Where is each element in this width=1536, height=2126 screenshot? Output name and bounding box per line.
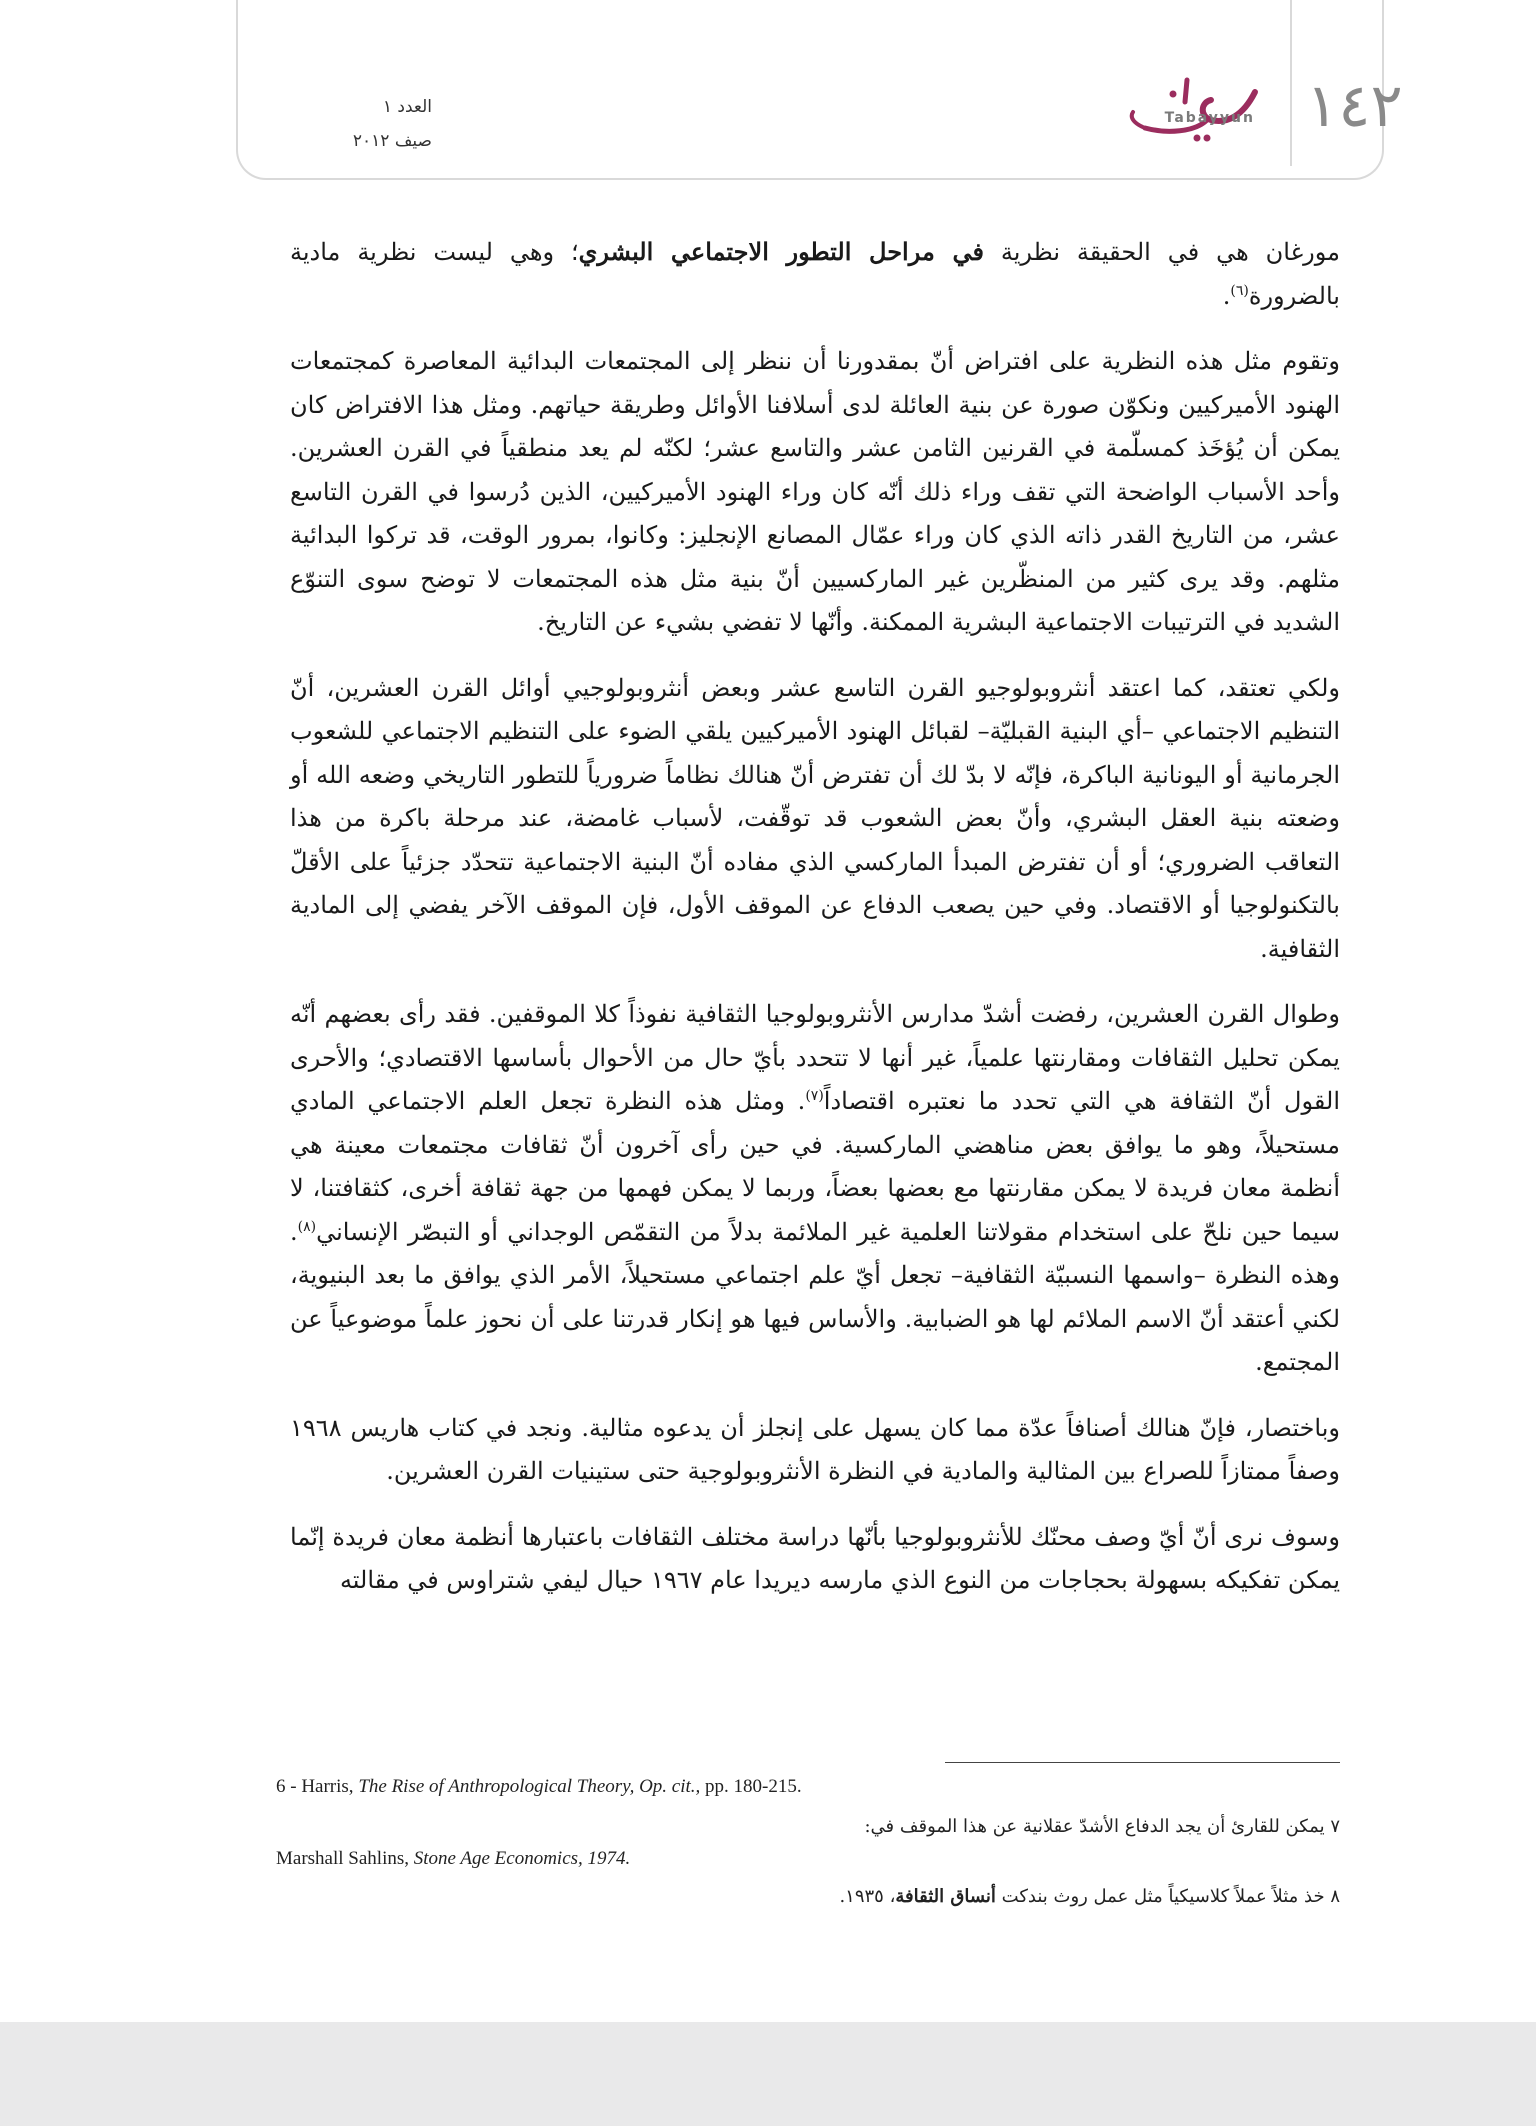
footnote-rule	[945, 1762, 1340, 1763]
page-bottom-band	[0, 2022, 1536, 2126]
footnote-ref-8[interactable]: (٨)	[297, 1218, 317, 1235]
issue-season: صيف ٢٠١٢	[352, 131, 432, 151]
footnote-ref-6[interactable]: (٦)	[1230, 282, 1249, 299]
footnote-8-title: أنساق الثقافة	[895, 1886, 996, 1907]
paragraph-1: وتقوم مثل هذه النظرية على افتراض أنّ بمقدورنا أن ننظر إلى المجتمعات البدائية المعاصرة كمجتمعات الهنود الأميركيين ونكوّن صورة عن بنية العائلة لدى أسلافنا الأوائل وطريقة حياتهم. ومثل هذا الافتراض كان يمكن أن يُؤخَذ كمسلّمة في القرنين الثامن عشر والتاسع عشر؛ لكنّه لم يعد منطقياً في القرن العشرين. وأحد الأسباب الواضحة التي تقف وراء ذلك أنّه كان وراء الهنود الأميركيين، الذين دُرسوا في القرن التاسع عشر، من التاريخ القدر ذاته الذي كان وراء عمّال المصانع الإنجليز: وكانوا، بمرور الوقت، قد تركوا البدائية مثلهم. وقد يرى كثير من المنظّرين غير الماركسيين أنّ بنية مثل هذه المجتمعات لا توضح سوى التنوّع الشديد في الترتيبات الاجتماعية البشرية الممكنة. وأنّها لا تفضي بشيء عن التاريخ.	[290, 347, 1340, 636]
footnote-7-citation: Marshall Sahlins, Stone Age Economics, 1974.	[276, 1848, 631, 1869]
paragraph-5: وسوف نرى أنّ أيّ وصف محنّك للأنثروبولوجيا بأنّها دراسة مختلف الثقافات باعتبارها أنظمة معان فريدة إنّما يمكن تفكيكه بسهولة بحجاجات من النوع الذي مارسه ديريدا عام ١٩٦٧ حيال ليفي شتراوس في مقالته	[290, 1522, 1340, 1594]
issue-label: العدد ١	[382, 97, 432, 117]
paragraph-4: وباختصار، فإنّ هنالك أصنافاً عدّة مما كان يسهل على إنجلز أن يدعوه مثالية. ونجد في كتاب هاريس ١٩٦٨ وصفاً ممتازاً للصراع بين المثالية والمادية في النظرة الأنثروبولوجية حتى ستينيات القرن العشرين.	[290, 1413, 1341, 1485]
issue-info	[272, 90, 432, 158]
footnote-7-title: Stone Age Economics, 1974.	[413, 1848, 631, 1869]
page-number: ١٤٢	[1306, 71, 1403, 141]
paragraph-2: ولكي تعتقد، كما اعتقد أنثروبولوجيو القرن التاسع عشر وبعض أنثروبولوجيي أوائل القرن العشرين، أنّ التنظيم الاجتماعي –أي البنية القبليّة– لقبائل الهنود الأميركيين يلقي الضوء على التنظيم الاجتماعي للشعوب الجرمانية أو اليونانية الباكرة، فإنّه لا بدّ لك أن تفترض أنّ هنالك نظاماً ضرورياً للتطور التاريخي وضعه الله أو وضعته بنية العقل البشري، وأنّ بعض الشعوب قد توقّفت، لأسباب غامضة، عند مرحلة باكرة من هذا التعاقب الضروري؛ أو أن تفترض المبدأ الماركسي الذي مفاده أنّ البنية الاجتماعية تتحدّد جزئياً على الأقلّ بالتكنولوجيا أو الاقتصاد. وفي حين يصعب الدفاع عن الموقف الأول، فإن الموقف الآخر يفضي إلى المادية الثقافية.	[290, 673, 1340, 963]
footnote-8: ٨ خذ مثلاً عملاً كلاسيكياً مثل عمل روث بندكت أنساق الثقافة، ١٩٣٥.	[839, 1886, 1340, 1907]
logo-latin-text: Tabayyun	[1164, 110, 1255, 126]
tabayyun-logo	[1115, 72, 1265, 164]
bold-phrase: في مراحل التطور الاجتماعي البشري	[578, 237, 984, 266]
paragraph-3: وطوال القرن العشرين، رفضت أشدّ مدارس الأنثروبولوجيا الثقافية نفوذاً كلا الموقفين. فقد رأى بعضهم أنّه يمكن تحليل الثقافات ومقارنتها علمياً، غير أنها لا تتحدد بأيّ حال من الأحوال بأساسها الاقتصادي؛ والأحرى القول أنّ الثقافة هي التي تحدد ما نعتبره اقتصاداً$^{(٧)}$. ومثل هذه النظرة تجعل العلم الاجتماعي المادي مستحيلاً، وهو ما يوافق بعض مناهضي الماركسية. في حين رأى آخرون أنّ ثقافات مجتمعات معينة هي أنظمة معان فريدة لا يمكن مقارنتها مع بعضها بعضاً، وربما لا يمكن فهمها من جهة ثقافة أخرى، كثقافتنا، لا سيما حين نلحّ على استخدام مقولاتنا العلمية غير الملائمة بدلاً من التقمّص الوجداني أو التبصّر الإنساني$^{(٨)}$. وهذه النظرة –واسمها النسبيّة الثقافية– تجعل أيّ علم اجتماعي مستحيلاً، الأمر الذي يوافق ما بعد البنيوية، لكني أعتقد أنّ الاسم الملائم لها هو الضبابية. والأساس فيها هو إنكار قدرتنا على أن نحوز علماً موضوعياً عن المجتمع.	[290, 1000, 1341, 1376]
footnote-6: 6 - Harris, The Rise of Anthropological Theory, Op. cit., pp. 180-215.	[276, 1776, 802, 1797]
paragraph-intro: مورغان هي في الحقيقة نظرية في مراحل التطور الاجتماعي البشري؛ وهي ليست نظرية مادية بالضرورة$^{(٦)}$.	[290, 237, 1341, 310]
footnote-6-title: The Rise of Anthropological Theory, Op. cit.,	[358, 1776, 701, 1797]
footnote-7-arabic: ٧ يمكن للقارئ أن يجد الدفاع الأشدّ عقلانية عن هذا الموقف في:	[864, 1816, 1340, 1837]
article-body	[290, 230, 1340, 1625]
header-separator	[1290, 0, 1292, 166]
footnote-ref-7[interactable]: (٧)	[805, 1088, 824, 1104]
